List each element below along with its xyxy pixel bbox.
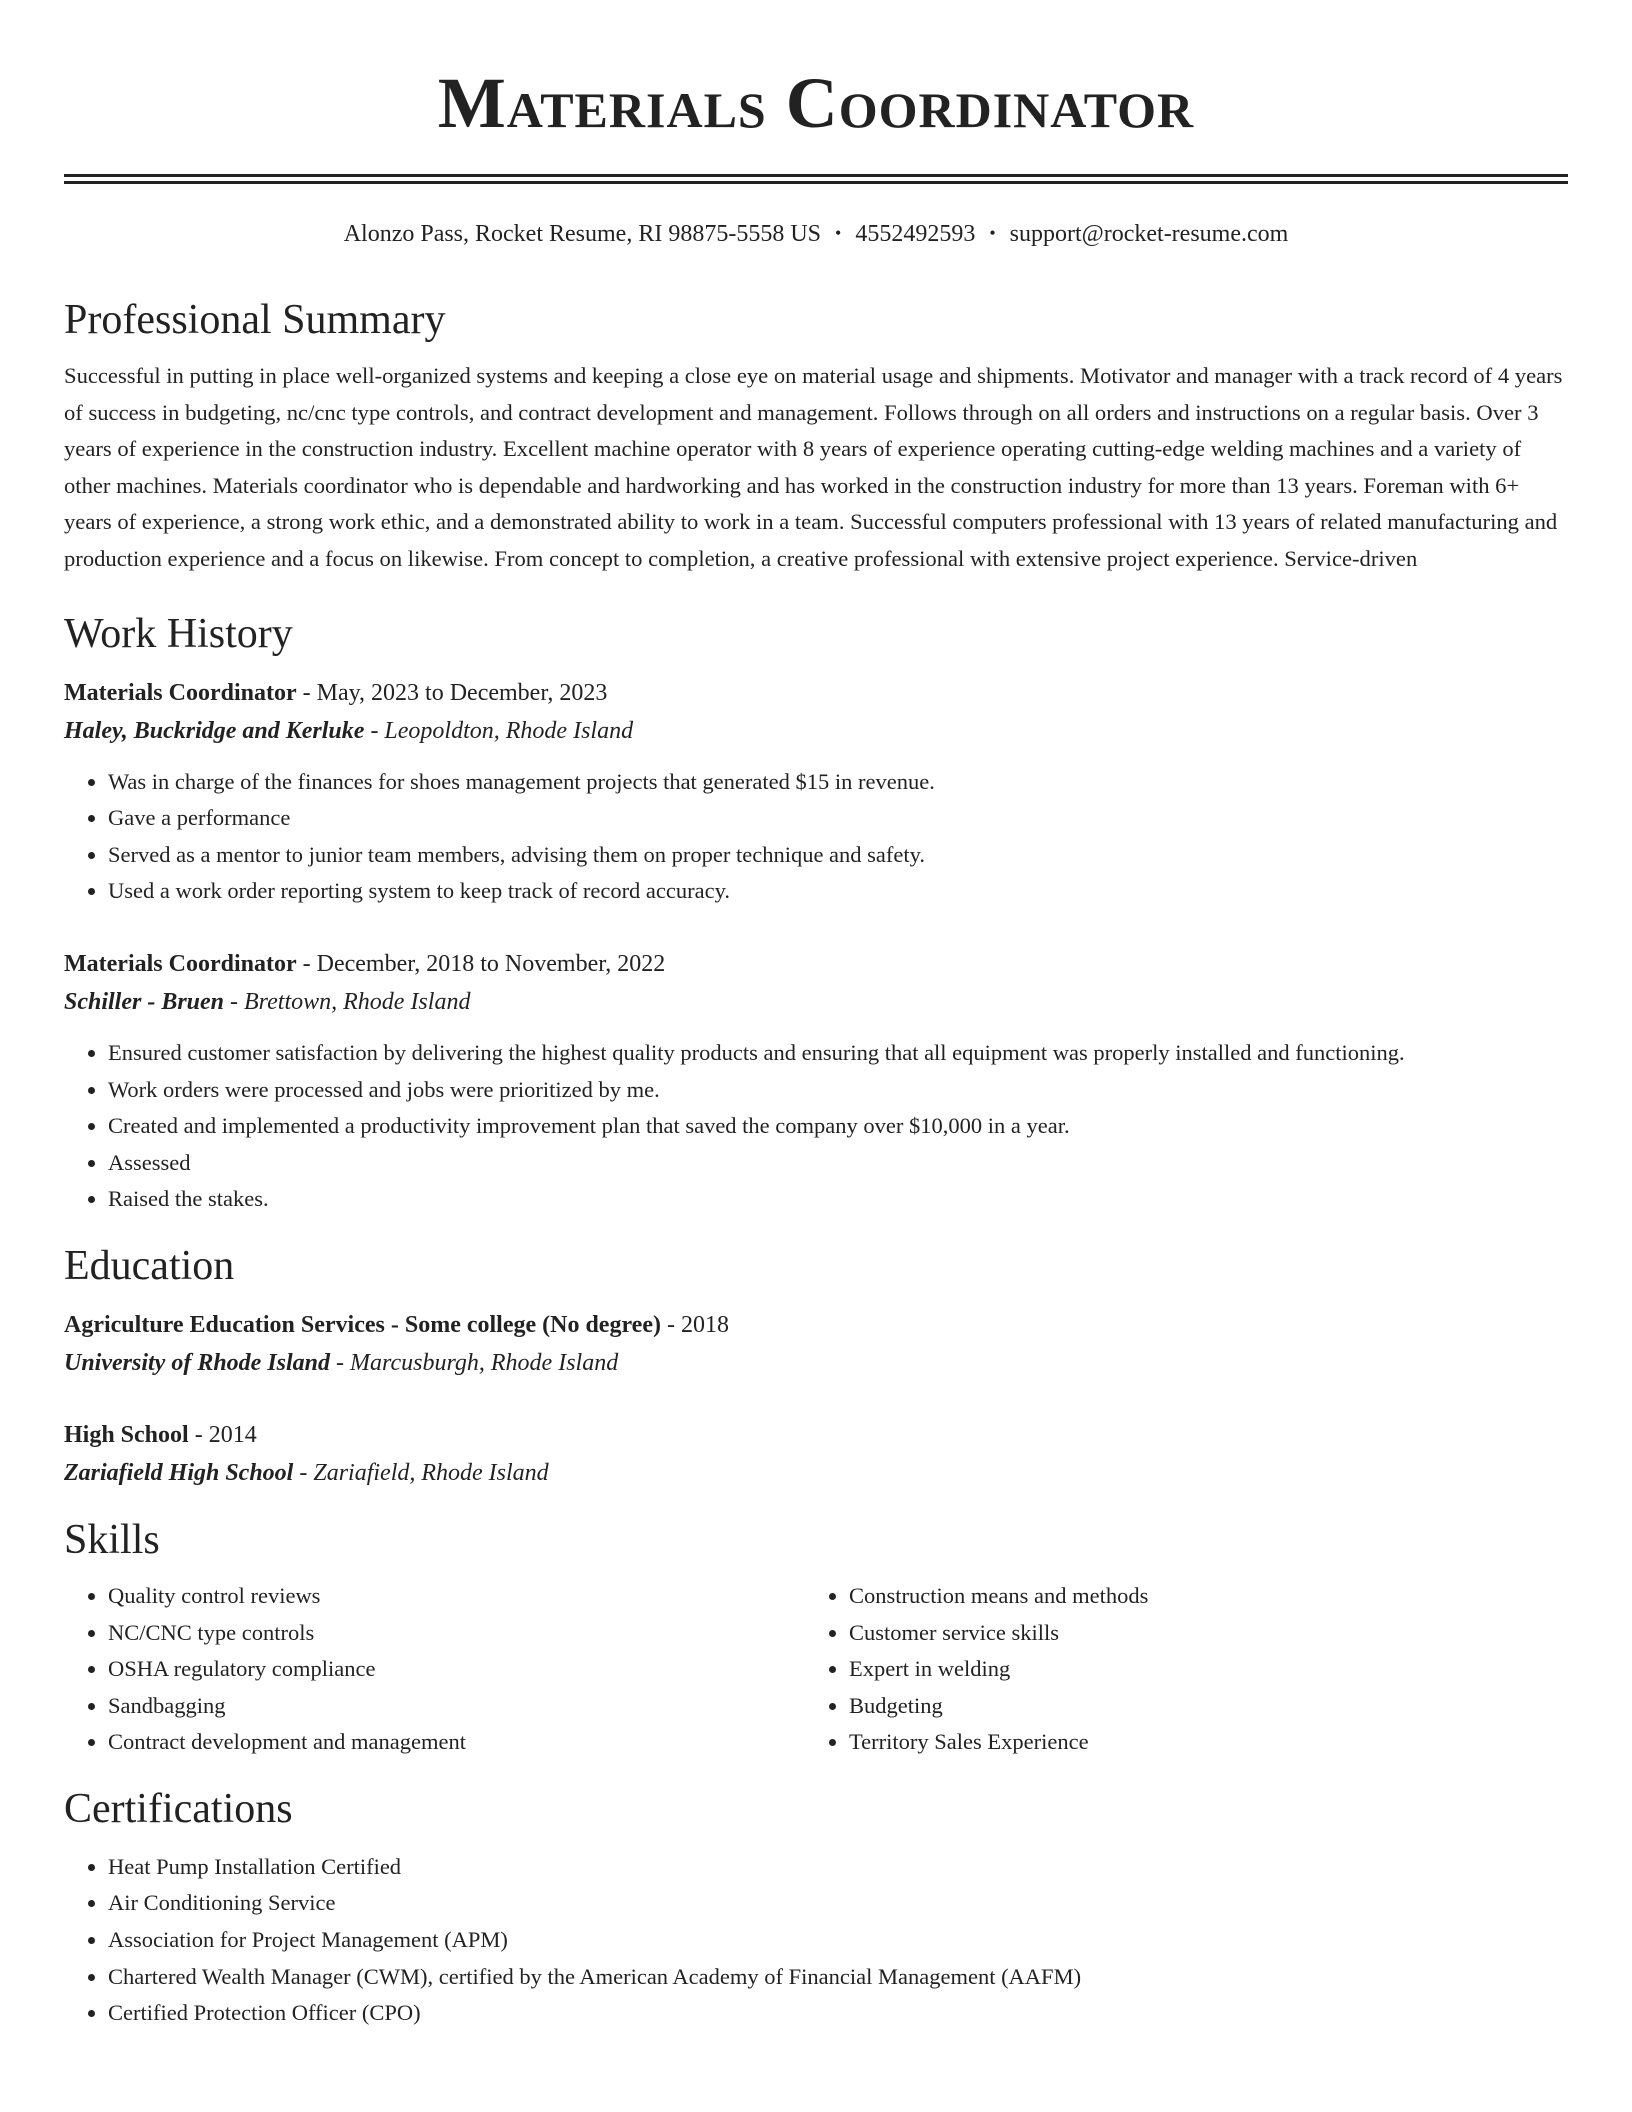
section-heading-education: Education [64,1242,235,1289]
skills-column-left [64,1578,805,1761]
skill-item: • Territory Sales Experience [849,1724,1546,1761]
resume-title: Materials Coordinator [437,63,1195,143]
contact-address: Alonzo Pass, Rocket Resume, RI 98875-5558 US [343,221,821,247]
summary-text: Successful in putting in place well-organized systems and keeping a close eye on material usage and shipments. Motivator and manager with a track record of 4 years of success in budgeting, nc/cnc type controls, and contract development and management. Follows through on all orders and instructions on a regular basis. Over 3 years of experience in the construction industry. Excellent machine operator with 8 years of experience operating cutting-edge welding machines and a variety of other machines. Materials coordinator who is dependable and hardworking and has worked in the construction industry for more than 13 years. Foreman with 6+ years of experience, a strong work ethic, and a demonstrated ability to work in a team. Successful computers professional with 13 years of related manufacturing and production experience and a focus on likewise. From concept to completion, a creative professional with extensive project experience. Service-driven [64,363,1563,571]
job-heading [64,945,1568,983]
education-location: - Marcusburgh, Rhode Island [330,1349,619,1376]
job-dates: - May, 2023 to December, 2023 [296,679,608,706]
education-year: - 2014 [188,1421,257,1448]
job-heading [64,674,1568,712]
job-employer [64,983,1568,1021]
job-company: Schiller - Bruen [64,988,225,1015]
job-duty: • Gave a performance [108,800,1568,837]
skills-column-right [805,1578,1546,1761]
job-title: Materials Coordinator [64,679,297,706]
education-institution [64,1454,1568,1492]
skill-item: • Construction means and methods [849,1578,1546,1615]
job-duties [64,764,1568,910]
section-heading-skills: Skills [64,1516,160,1563]
section-heading-certifications: Certifications [64,1785,293,1832]
skill-item: • Sandbagging [108,1688,805,1725]
education-entry [64,1416,1568,1492]
job-company: Haley, Buckridge and Kerluke [64,717,365,744]
job-location: - Brettown, Rhode Island [224,988,471,1015]
certification-item: • Certified Protection Officer (CPO) [108,1995,1568,2032]
skills-grid [64,1578,1568,1761]
job-duty: • Work orders were processed and jobs were prioritized by me. [108,1072,1568,1109]
education-degree: High School [64,1421,189,1448]
job-location: - Leopoldton, Rhode Island [364,717,634,744]
contact-phone: 4552492593 [855,221,976,247]
title-double-rule [64,174,1568,184]
job-dates: - December, 2018 to November, 2022 [296,950,666,977]
skill-item: • Customer service skills [849,1615,1546,1652]
job-duty: • Used a work order reporting system to keep track of record accuracy. [108,873,1568,910]
skill-item: • NC/CNC type controls [108,1615,805,1652]
job-duty: • Was in charge of the finances for shoes management projects that generated $15 in revenue. [108,764,1568,801]
contact-email: support@rocket-resume.com [1009,221,1289,247]
contact-separator: • [989,223,996,243]
education-degree: Agriculture Education Services - Some college (No degree) [64,1311,661,1338]
certification-item: • Air Conditioning Service [108,1885,1568,1922]
job-duty: • Ensured customer satisfaction by delivering the highest quality products and ensuring that all equipment was properly installed and functioning. [108,1035,1568,1072]
certification-item: • Heat Pump Installation Certified [108,1849,1568,1886]
education-heading [64,1306,1568,1344]
job-entry [64,945,1568,1218]
skill-item: • Contract development and management [108,1724,805,1761]
education-school: University of Rhode Island [64,1349,331,1376]
skill-item: • Budgeting [849,1688,1546,1725]
job-duty: • Served as a mentor to junior team members, advising them on proper technique and safety. [108,837,1568,874]
certification-item: • Chartered Wealth Manager (CWM), certified by the American Academy of Financial Management (AAFM) [108,1959,1568,1996]
education-school: Zariafield High School [64,1459,294,1486]
skill-item: • Quality control reviews [108,1578,805,1615]
education-year: - 2018 [660,1311,729,1338]
certification-item: • Association for Project Management (APM) [108,1922,1568,1959]
job-duty: • Assessed [108,1145,1568,1182]
job-employer [64,712,1568,750]
education-entry [64,1306,1568,1382]
contact-separator: • [835,223,842,243]
job-title: Materials Coordinator [64,950,297,977]
contact-line [64,219,1568,250]
skill-item: • Expert in welding [849,1651,1546,1688]
education-heading [64,1416,1568,1454]
job-duties [64,1035,1568,1218]
skill-item: • OSHA regulatory compliance [108,1651,805,1688]
job-entry [64,674,1568,910]
section-heading-work-history: Work History [64,610,293,657]
education-institution [64,1344,1568,1382]
education-location: - Zariafield, Rhode Island [293,1459,549,1486]
job-duty: • Created and implemented a productivity improvement plan that saved the company over $10,000 in a year. [108,1108,1568,1145]
certifications-list [64,1849,1568,2032]
job-duty: • Raised the stakes. [108,1181,1568,1218]
section-heading-summary: Professional Summary [64,297,446,343]
